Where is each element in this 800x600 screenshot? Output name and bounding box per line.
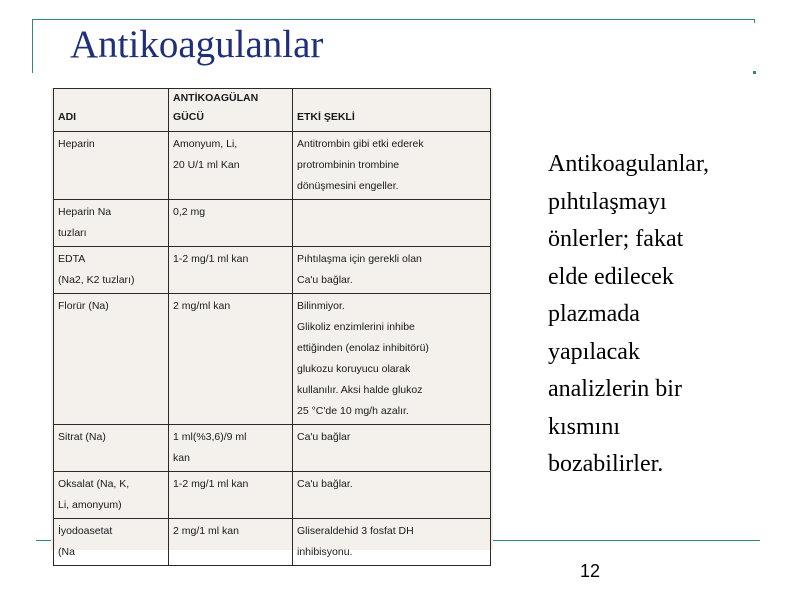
cell-text-line: Ca'u bağlar. bbox=[297, 274, 353, 286]
cell-text-line: kullanılır. Aksi halde glukoz bbox=[297, 384, 423, 396]
left-accent-line bbox=[32, 19, 33, 73]
cell-text-line: protrombinin trombine bbox=[297, 159, 400, 171]
cell-name bbox=[54, 200, 169, 247]
cell-text-line: Sitrat (Na) bbox=[58, 431, 106, 443]
cell-text-line: Gliseraldehid 3 fosfat DH bbox=[297, 525, 414, 537]
cell-strength bbox=[169, 472, 293, 519]
cell-strength bbox=[169, 132, 293, 200]
cell-text-line: Antitrombin gibi etki ederek bbox=[297, 138, 424, 150]
cell-text-line: 20 U/1 ml Kan bbox=[173, 159, 240, 171]
cell-strength bbox=[169, 519, 293, 566]
side-text-line: plazmada bbox=[548, 301, 640, 327]
cell-text-line: 25 °C'de 10 mg/h azalır. bbox=[297, 405, 409, 417]
cell-text-line: inhibisyonu. bbox=[297, 546, 353, 558]
table-header-row bbox=[54, 89, 491, 132]
table-row bbox=[54, 519, 491, 566]
cell-text-line: ettiğinden (enolaz inhibitörü) bbox=[297, 342, 429, 354]
cell-text-line: 2 mg/1 ml kan bbox=[173, 525, 239, 537]
cell-name bbox=[54, 472, 169, 519]
cell-text-line: tuzları bbox=[58, 227, 87, 239]
cell-strength bbox=[169, 200, 293, 247]
side-text-line: Antikoagulanlar, bbox=[548, 151, 709, 177]
cell-text-line: 1-2 mg/1 ml kan bbox=[173, 478, 249, 490]
cell-strength bbox=[169, 247, 293, 294]
cell-effect bbox=[293, 425, 491, 472]
table-row bbox=[54, 247, 491, 294]
cell-text-line: (Na bbox=[58, 546, 75, 558]
header-name: ADI bbox=[54, 89, 169, 132]
cell-strength bbox=[169, 425, 293, 472]
page-number: 12 bbox=[580, 561, 601, 581]
cell-strength bbox=[169, 294, 293, 425]
side-text-line: yapılacak bbox=[548, 338, 640, 365]
side-text-line: bozabilirler. bbox=[548, 451, 664, 477]
cell-text-line: Pıhtılaşma için gerekli olan bbox=[297, 253, 422, 265]
slide-title: Antikoagulanlar bbox=[70, 23, 324, 66]
cell-text-line: kan bbox=[173, 452, 190, 464]
cell-name bbox=[54, 425, 169, 472]
table-body bbox=[54, 132, 491, 566]
side-text-line: elde edilecek bbox=[548, 263, 674, 290]
table-row bbox=[54, 425, 491, 472]
cell-text-line: 1 ml(%3,6)/9 ml bbox=[173, 431, 247, 443]
cell-text-line: 2 mg/ml kan bbox=[173, 300, 231, 312]
table-row bbox=[54, 472, 491, 519]
cell-text-line: Heparin Na bbox=[58, 206, 112, 218]
right-accent-dot bbox=[753, 71, 756, 74]
cell-text-line: Amonyum, Li, bbox=[173, 138, 238, 150]
header-effect: ETKİ ŞEKLİ bbox=[293, 89, 491, 132]
anticoagulant-table bbox=[53, 88, 491, 566]
cell-text-line: Bilinmiyor. bbox=[297, 300, 345, 312]
cell-text-line: dönüşmesini engeller. bbox=[297, 180, 399, 192]
cell-name bbox=[54, 247, 169, 294]
cell-effect bbox=[293, 294, 491, 425]
cell-text-line: 0,2 mg bbox=[173, 206, 206, 218]
cell-text-line: Glikoliz enzimlerini inhibe bbox=[297, 321, 415, 333]
cell-text-line: İyodoasetat bbox=[58, 525, 113, 537]
table-row bbox=[54, 200, 491, 247]
cell-text-line: Heparin bbox=[58, 138, 95, 150]
cell-text-line: Oksalat (Na, K, bbox=[58, 478, 130, 490]
cell-text-line: 1-2 mg/1 ml kan bbox=[173, 253, 249, 265]
top-accent-line bbox=[32, 19, 755, 20]
cell-effect bbox=[293, 519, 491, 566]
cell-text-line: Ca'u bağlar. bbox=[297, 478, 353, 490]
cell-text-line: EDTA bbox=[58, 253, 86, 265]
scanned-table-image bbox=[51, 88, 493, 558]
cell-name bbox=[54, 294, 169, 425]
cell-effect bbox=[293, 200, 491, 247]
cell-text-line: Florür (Na) bbox=[58, 300, 109, 312]
cell-text-line: glukozu koruyucu olarak bbox=[297, 363, 411, 375]
right-accent-tick bbox=[754, 19, 755, 23]
table-row bbox=[54, 132, 491, 200]
side-description bbox=[548, 146, 768, 484]
cell-text-line: Li, amonyum) bbox=[58, 499, 122, 511]
cell-text-line bbox=[297, 202, 486, 223]
side-text-line: pıhtılaşmayı bbox=[548, 188, 667, 215]
side-text-line: analizlerin bir bbox=[548, 376, 682, 402]
cell-text-line: (Na2, K2 tuzları) bbox=[58, 274, 135, 286]
header-strength: ANTİKOAGÜLAN GÜCÜ bbox=[169, 89, 293, 132]
cell-text-line: Ca'u bağlar bbox=[297, 431, 351, 443]
cell-effect bbox=[293, 472, 491, 519]
side-text-line: önlerler; fakat bbox=[548, 226, 684, 252]
cell-name bbox=[54, 519, 169, 566]
side-text-line: kısmını bbox=[548, 413, 621, 440]
cell-effect bbox=[293, 247, 491, 294]
cell-name bbox=[54, 132, 169, 200]
table-row bbox=[54, 294, 491, 425]
cell-effect bbox=[293, 132, 491, 200]
